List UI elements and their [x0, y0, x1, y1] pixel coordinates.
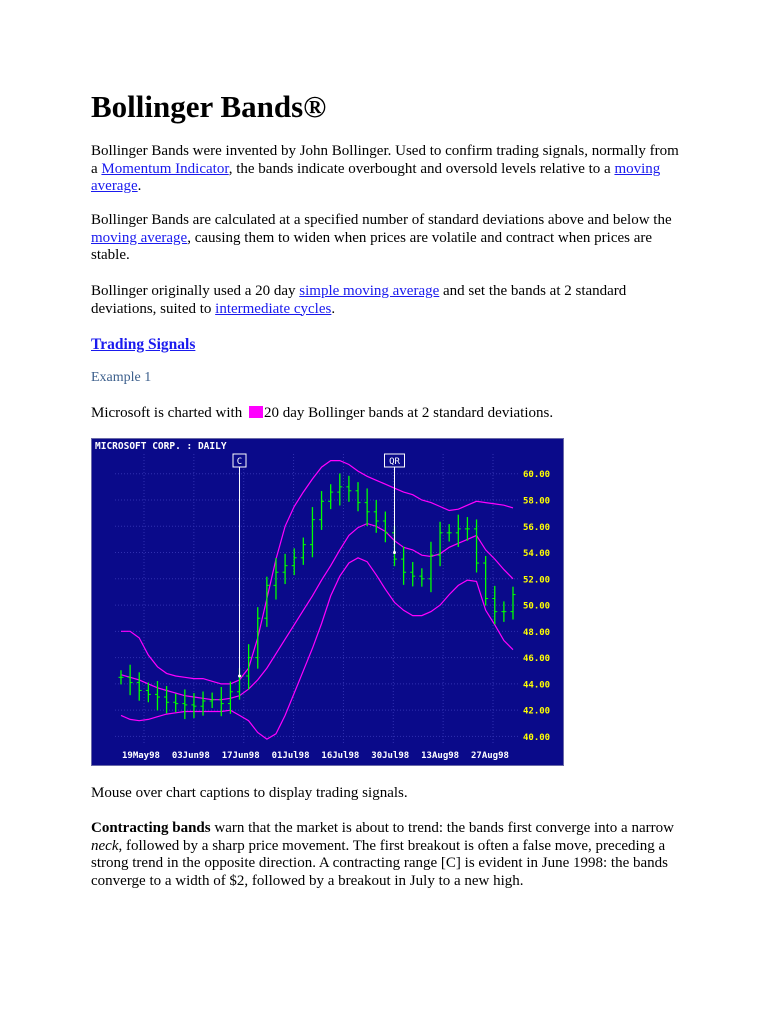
moving-average-link[interactable]: moving average [91, 160, 661, 194]
contracting-text-1: warn that the market is about to trend: the bands first converge into a narrow [210, 820, 674, 836]
trading-signals-link[interactable]: Trading Signals [91, 336, 196, 353]
x-tick-label: 30Jul98 [371, 751, 410, 761]
x-tick-label: 17Jun98 [221, 751, 260, 761]
y-tick-label: 46.00 [523, 654, 551, 665]
trading-signals-heading [91, 335, 195, 355]
annotation-label: C [236, 457, 243, 467]
annotation-dot [238, 675, 241, 678]
y-tick-label: 42.00 [523, 706, 551, 717]
momentum-indicator-link[interactable]: Momentum Indicator [101, 160, 229, 177]
moving-average-link-2[interactable]: moving average [91, 229, 188, 246]
y-tick-label: 44.00 [523, 680, 551, 691]
calculation-paragraph [91, 212, 681, 265]
y-tick-label: 52.00 [523, 575, 551, 586]
band-color-swatch [249, 406, 263, 418]
contracting-text-2: , followed by a sharp price movement. The first breakout is often a false move, preceding a strong trend in the opposite direction. A contracting range [C] is evident in June 1998: the bands converge to a width of $2, followed by a breakout in July to a new high. [91, 837, 668, 889]
y-tick-label: 48.00 [523, 627, 551, 638]
neck-term: neck [91, 837, 119, 854]
y-tick-label: 60.00 [523, 470, 551, 481]
y-tick-label: 40.00 [523, 732, 551, 743]
x-tick-label: 13Aug98 [421, 751, 460, 761]
intro-paragraph [91, 143, 681, 196]
caption-text-2: 20 day Bollinger bands at 2 standard deviations. [263, 405, 554, 421]
origin-text-3: . [331, 300, 336, 317]
annotation-dot [393, 551, 396, 554]
annotation-label: QR [389, 457, 400, 467]
page-title: Bollinger Bands® [91, 89, 327, 124]
contracting-bands-term: Contracting bands [91, 820, 211, 836]
calc-text-1: Bollinger Bands are calculated at a specified number of standard deviations above and below the [91, 212, 672, 228]
origin-text-2: and set the bands at 2 standard deviations, suited to [91, 283, 627, 317]
example-heading: Example 1 [91, 370, 152, 385]
chart-title: MICROSOFT CORP. : DAILY [95, 441, 227, 452]
chart-caption [91, 405, 681, 423]
y-tick-label: 54.00 [523, 549, 551, 560]
origin-paragraph [91, 283, 681, 318]
origin-text-1: Bollinger originally used a 20 day [91, 283, 300, 299]
y-tick-label: 50.00 [523, 601, 551, 612]
contracting-bands-paragraph [91, 820, 681, 890]
x-tick-label: 19May98 [122, 751, 160, 761]
x-tick-label: 03Jun98 [171, 751, 210, 761]
y-tick-label: 58.00 [523, 496, 551, 507]
intro-text-3: . [137, 178, 142, 194]
intro-text-2: , the bands indicate overbought and oversold levels relative to a [228, 160, 615, 177]
simple-moving-average-link[interactable]: simple moving average [299, 283, 440, 299]
x-tick-label: 27Aug98 [471, 751, 509, 761]
calc-text-2: , causing them to widen when prices are volatile and contract when prices are stable. [91, 229, 653, 263]
bollinger-chart [91, 438, 564, 766]
intermediate-cycles-link[interactable]: intermediate cycles [215, 300, 332, 317]
x-tick-label: 16Jul98 [321, 751, 360, 761]
y-tick-label: 56.00 [523, 522, 551, 533]
intro-text-1: Bollinger Bands were invented by John Bollinger. Used to confirm trading signals, normally from a [91, 143, 679, 177]
mouse-over-note: Mouse over chart captions to display trading signals. [91, 785, 408, 801]
caption-text-1: Microsoft is charted with [91, 405, 246, 421]
x-tick-label: 01Jul98 [271, 751, 310, 761]
